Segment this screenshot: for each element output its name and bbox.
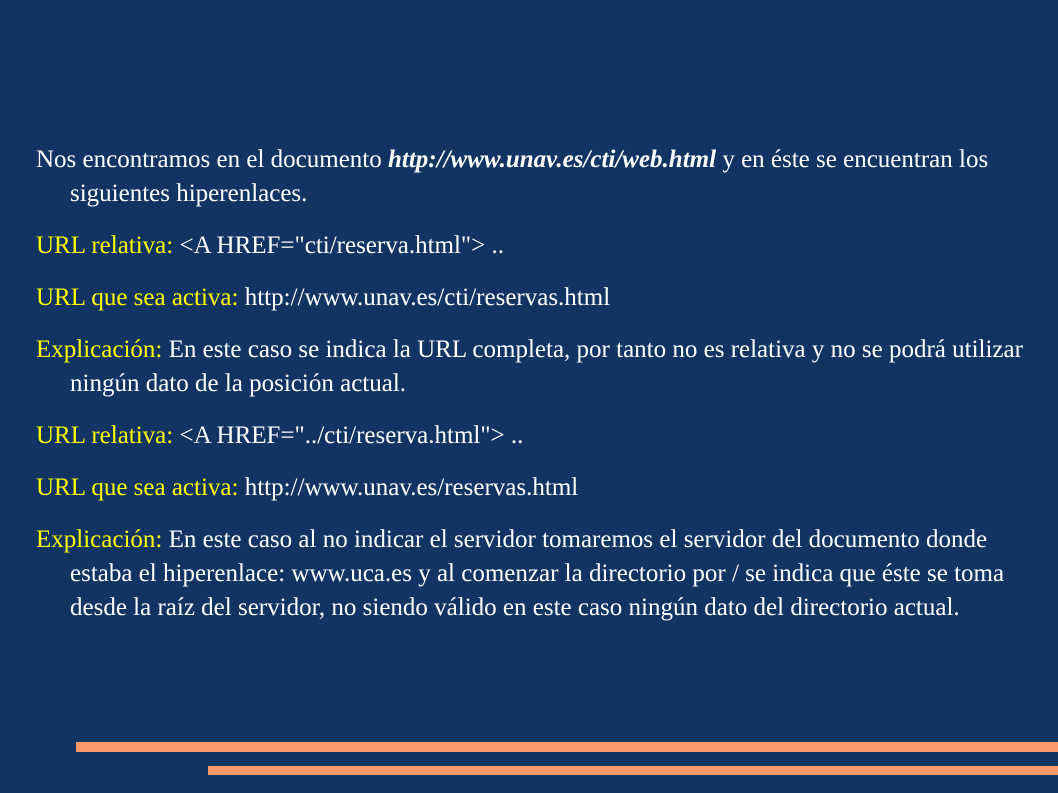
relative-url-paragraph-2 bbox=[36, 419, 1036, 453]
relative-url-value: <A HREF="../cti/reserva.html"> .. bbox=[173, 422, 524, 449]
intro-prefix: Nos encontramos en el documento bbox=[36, 146, 388, 173]
explanation-label: Explicación: bbox=[36, 336, 163, 363]
relative-url-paragraph-1 bbox=[36, 229, 1036, 263]
active-url-paragraph-2 bbox=[36, 471, 1036, 505]
explanation-text: En este caso se indica la URL completa, por tanto no es relativa y no se podrá utilizar ningún dato de la posición actual. bbox=[70, 336, 1023, 397]
slide-content bbox=[36, 143, 1036, 643]
relative-url-label: URL relativa: bbox=[36, 232, 174, 259]
relative-url-label: URL relativa: bbox=[36, 422, 174, 449]
active-url-paragraph-1 bbox=[36, 281, 1036, 315]
active-url-label: URL que sea activa: bbox=[36, 284, 239, 311]
decorative-bar-top bbox=[76, 742, 1058, 752]
intro-suffix: y en éste se encuentran los siguientes hiperenlaces. bbox=[70, 146, 989, 207]
decorative-bar-bottom bbox=[208, 766, 1058, 775]
explanation-paragraph-2 bbox=[36, 523, 1036, 625]
relative-url-value: <A HREF="cti/reserva.html"> .. bbox=[173, 232, 504, 259]
active-url-value: http://www.unav.es/cti/reservas.html bbox=[238, 284, 611, 311]
explanation-paragraph-1 bbox=[36, 333, 1036, 401]
explanation-text: En este caso al no indicar el servidor tomaremos el servidor del documento donde estaba el hiperenlace: www.uca.es y al comenzar la directorio por / se indica que éste se toma desde la raíz del servidor, no siendo válido en este caso ningún dato del directorio actual. bbox=[70, 526, 1005, 621]
active-url-value: http://www.unav.es/reservas.html bbox=[238, 474, 579, 501]
document-url: http://www.unav.es/cti/web.html bbox=[388, 146, 717, 173]
active-url-label: URL que sea activa: bbox=[36, 474, 239, 501]
intro-paragraph bbox=[36, 143, 1036, 211]
explanation-label: Explicación: bbox=[36, 526, 163, 553]
